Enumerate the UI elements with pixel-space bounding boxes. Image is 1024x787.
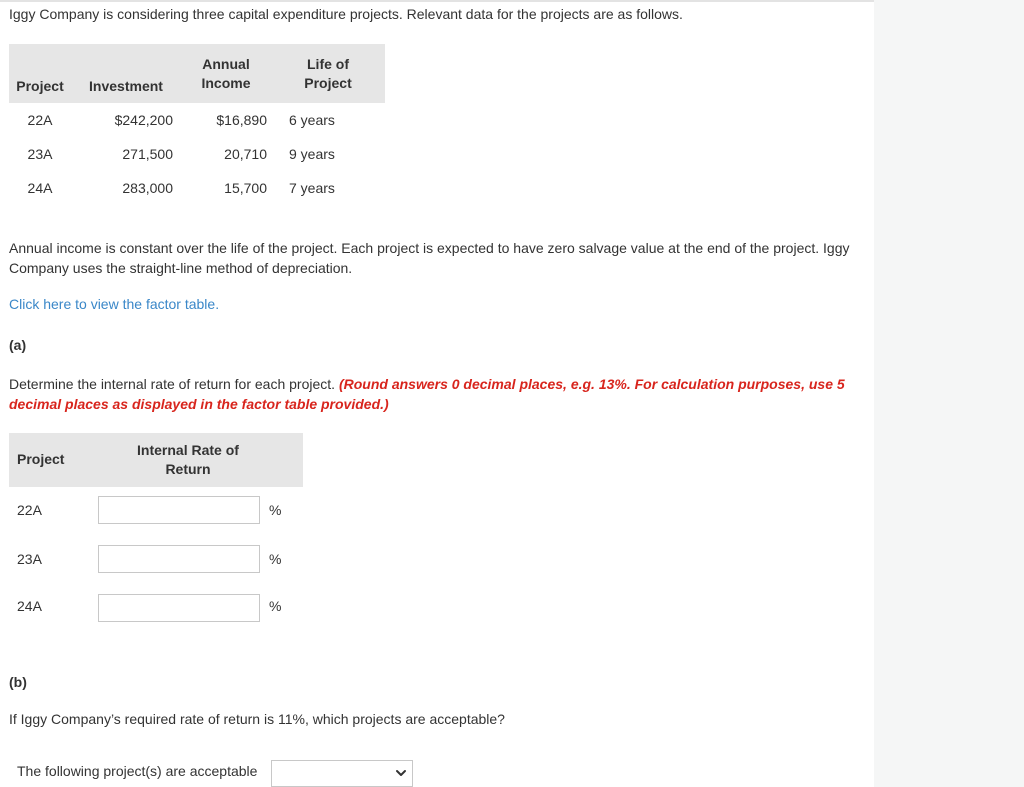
assumptions-paragraph: Annual income is constant over the life of the project. Each project is expected to have zero salvage value at the end of the project. Iggy Company uses the straight-line method of depreciation. <box>9 240 850 276</box>
right-side-panel <box>874 0 1024 787</box>
cell-investment: 283,000 <box>122 180 173 196</box>
irr-col-header-line2: Return <box>165 461 211 477</box>
cell-annual-income: 20,710 <box>224 146 267 162</box>
col-header-project <box>9 44 71 103</box>
part-b-label: (b) <box>9 674 27 690</box>
percent-unit: % <box>269 598 282 614</box>
acceptable-projects-label: The following project(s) are acceptable <box>17 763 258 779</box>
col-header-life-of-project <box>271 44 385 103</box>
cell-annual-income: 15,700 <box>224 180 267 196</box>
irr-row-project-24a: 24A <box>17 598 42 614</box>
irr-col-header-irr <box>113 441 263 479</box>
irr-col-header-project: Project <box>17 451 65 467</box>
irr-input-23a[interactable] <box>98 545 260 573</box>
irr-input-22a[interactable] <box>98 496 260 524</box>
irr-row-project-22a: 22A <box>17 502 42 518</box>
cell-project: 23A <box>27 146 53 162</box>
table-row <box>9 171 385 205</box>
cell-project: 24A <box>27 180 53 196</box>
col-header-annual-income <box>181 44 271 103</box>
col-header-investment <box>71 44 181 103</box>
table-header-row <box>9 44 385 103</box>
irr-table-header <box>9 433 303 487</box>
col-header-income-line1: Annual <box>202 55 250 72</box>
percent-unit: % <box>269 502 282 518</box>
cell-investment: $242,200 <box>114 112 173 128</box>
part-a-question-text: Determine the internal rate of return for each project. <box>9 376 336 392</box>
col-header-project-label: Project <box>16 78 64 94</box>
cell-investment: 271,500 <box>122 146 173 162</box>
cell-project: 22A <box>27 112 53 128</box>
part-a-rounding-hint: (Round answers 0 decimal places, e.g. 13%. For calculation purposes, use 5 decimal places as displayed in the factor table provided.) <box>9 376 845 412</box>
part-a-label: (a) <box>9 337 27 353</box>
acceptable-projects-select[interactable] <box>271 760 413 787</box>
cell-life: 7 years <box>289 180 335 196</box>
cell-life: 6 years <box>289 112 335 128</box>
irr-row-project-23a: 23A <box>17 551 42 567</box>
percent-unit: % <box>269 551 282 567</box>
col-header-life-line1: Life of <box>307 55 349 72</box>
top-divider <box>0 0 1024 2</box>
cell-annual-income: $16,890 <box>216 112 267 128</box>
table-row <box>9 137 385 171</box>
irr-input-24a[interactable] <box>98 594 260 622</box>
part-b-question: If Iggy Company’s required rate of return is 11%, which projects are acceptable? <box>9 711 505 727</box>
table-row <box>9 103 385 137</box>
project-data-table <box>9 44 385 205</box>
cell-life: 9 years <box>289 146 335 162</box>
chevron-down-icon <box>394 763 408 783</box>
col-header-life-line2: Project <box>304 74 352 91</box>
irr-col-header-line1: Internal Rate of <box>137 442 239 458</box>
col-header-investment-label: Investment <box>89 78 163 94</box>
col-header-income-line2: Income <box>201 74 251 91</box>
intro-text: Iggy Company is considering three capital expenditure projects. Relevant data for the projects are as follows. <box>9 6 683 22</box>
factor-table-link[interactable]: Click here to view the factor table. <box>9 296 220 312</box>
part-a-question <box>9 374 869 414</box>
